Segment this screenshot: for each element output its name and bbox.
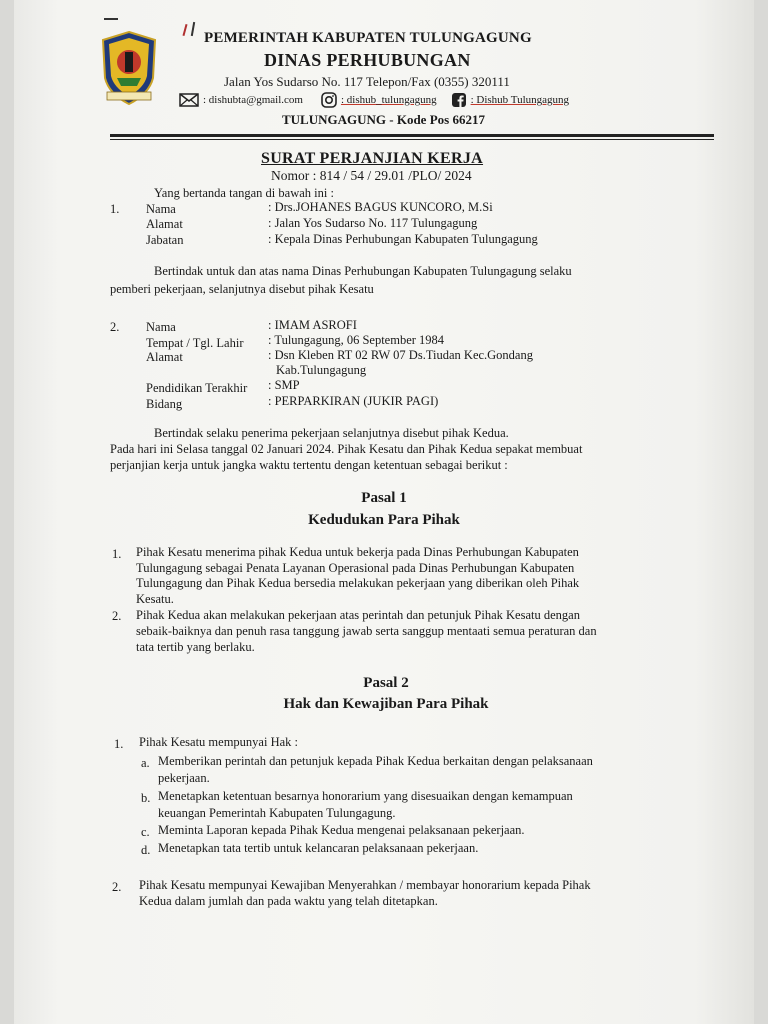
facebook-contact <box>451 92 569 108</box>
party2-value: : SMP <box>268 378 300 392</box>
document-title: SURAT PERJANJIAN KERJA <box>261 150 484 167</box>
party1-act-line: Bertindak untuk dan atas nama Dinas Perhubungan Kabupaten Tulungagung selaku <box>154 264 572 278</box>
party2-label: Bidang <box>146 397 183 411</box>
pasal1-item-line: Kesatu. <box>136 592 174 606</box>
letterhead-contacts <box>179 92 583 108</box>
subitem-letter: b. <box>141 791 151 805</box>
subitem-line: Memberikan perintah dan petunjuk kepada Pihak Kedua berkaitan dengan pelaksanaan <box>158 754 593 768</box>
email-text: : dishubta@gmail.com <box>203 94 303 106</box>
pasal1-item-line: sebaik-baiknya dan penuh rasa tanggung jawab serta sanggup mentaati semua peraturan dan <box>136 624 597 638</box>
pasal1-item-line: Tulungagung sebagai Penata Layanan Operasional pada Dinas Perhubungan Kabupaten <box>136 561 575 575</box>
party1-value: : Jalan Yos Sudarso No. 117 Tulungagung <box>268 216 478 230</box>
letterhead-agency: DINAS PERHUBUNGAN <box>264 50 471 70</box>
party2-act-line: perjanjian kerja untuk jangka waktu tertentu dengan ketentuan sebagai berikut : <box>110 458 508 472</box>
pasal2-item-number: 1. <box>114 737 124 751</box>
party1-act-line: pemberi pekerjaan, selanjutnya disebut pihak Kesatu <box>110 282 374 296</box>
subitem-line: Menetapkan ketentuan besarnya honorarium yang disesuaikan dengan kemampuan <box>158 789 573 803</box>
instagram-contact <box>321 92 437 108</box>
pen-mark <box>191 22 195 36</box>
party2-number: 2. <box>110 320 120 334</box>
pasal2-item-line: Kedua dalam jumlah dan pada waktu yang telah ditetapkan. <box>139 894 438 908</box>
mail-icon <box>179 93 199 107</box>
pen-mark <box>182 24 187 36</box>
document-number: Nomor : 814 / 54 / 29.01 /PLO/ 2024 <box>271 168 472 183</box>
party1-value: : Drs.JOHANES BAGUS KUNCORO, M.Si <box>268 200 493 214</box>
instagram-text: : dishub_tulungagung <box>340 94 437 106</box>
party2-label: Nama <box>146 320 176 334</box>
pasal1-item-number: 2. <box>112 609 122 623</box>
party1-value: : Kepala Dinas Perhubungan Kabupaten Tulungagung <box>268 232 538 246</box>
subitem-line: Menetapkan tata tertib untuk kelancaran pelaksanaan pekerjaan. <box>158 841 479 855</box>
intro-text: Yang bertanda tangan di bawah ini : <box>154 186 334 200</box>
pasal1-item-line: tata tertib yang berlaku. <box>136 640 255 654</box>
party2-value: Kab.Tulungagung <box>276 363 367 377</box>
party1-number: 1. <box>110 202 120 216</box>
party1-label: Jabatan <box>146 233 184 247</box>
party2-value: : Dsn Kleben RT 02 RW 07 Ds.Tiudan Kec.Gondang <box>268 348 533 362</box>
letterhead-divider-thin <box>110 139 714 140</box>
instagram-icon <box>321 92 337 108</box>
document-page <box>14 0 754 1024</box>
party2-value: : IMAM ASROFI <box>268 318 357 332</box>
pasal2-item-text: Pihak Kesatu mempunyai Hak : <box>139 735 298 749</box>
pasal2-subheading: Hak dan Kewajiban Para Pihak <box>283 696 489 712</box>
pasal1-heading: Pasal 1 <box>361 490 407 506</box>
subitem-letter: c. <box>141 825 150 839</box>
party2-label: Pendidikan Terakhir <box>146 381 248 395</box>
regency-emblem-icon <box>99 30 159 106</box>
letterhead-divider-thick <box>110 134 714 137</box>
party2-label: Alamat <box>146 350 183 364</box>
pasal1-item-line: Pihak Kesatu menerima pihak Kedua untuk bekerja pada Dinas Perhubungan Kabupaten <box>136 545 579 559</box>
party2-act-line: Bertindak selaku penerima pekerjaan selanjutnya disebut pihak Kedua. <box>154 426 509 440</box>
subitem-letter: d. <box>141 843 151 857</box>
pasal1-item-line: Tulungagung dan Pihak Kedua bersedia melakukan pekerjaan yang diberikan oleh Pihak <box>136 576 580 590</box>
pasal2-item-number: 2. <box>112 880 122 894</box>
letterhead-city: TULUNGAGUNG - Kode Pos 66217 <box>282 112 485 127</box>
pasal1-item-number: 1. <box>112 547 122 561</box>
pasal2-heading: Pasal 2 <box>363 675 409 691</box>
subitem-line: Meminta Laporan kepada Pihak Kedua mengenai pelaksanaan pekerjaan. <box>158 823 525 837</box>
subitem-letter: a. <box>141 756 150 770</box>
email-contact <box>179 93 303 107</box>
facebook-icon <box>451 92 467 108</box>
subitem-line: keuangan Pemerintah Kabupaten Tulungagung. <box>158 806 396 820</box>
letterhead-government: PEMERINTAH KABUPATEN TULUNGAGUNG <box>204 30 532 46</box>
party2-value: : PERPARKIRAN (JUKIR PAGI) <box>268 394 439 408</box>
letterhead-address: Jalan Yos Sudarso No. 117 Telepon/Fax (0355) 320111 <box>224 74 510 89</box>
pasal2-item-line: Pihak Kesatu mempunyai Kewajiban Menyerahkan / membayar honorarium kepada Pihak <box>139 878 591 892</box>
party1-label: Alamat <box>146 217 183 231</box>
party2-label: Tempat / Tgl. Lahir <box>146 336 244 350</box>
pasal1-item-line: Pihak Kedua akan melakukan pekerjaan atas perintah dan petunjuk Pihak Kesatu dengan <box>136 608 580 622</box>
pen-mark <box>104 18 118 20</box>
pasal1-subheading: Kedudukan Para Pihak <box>308 512 460 528</box>
party1-label: Nama <box>146 202 176 216</box>
subitem-line: pekerjaan. <box>158 771 210 785</box>
party2-act-line: Pada hari ini Selasa tanggal 02 Januari 2024. Pihak Kesatu dan Pihak Kedua sepakat membuat <box>110 442 583 456</box>
facebook-text: : Dishub Tulungagung <box>470 94 570 106</box>
party2-value: : Tulungagung, 06 September 1984 <box>268 333 445 347</box>
